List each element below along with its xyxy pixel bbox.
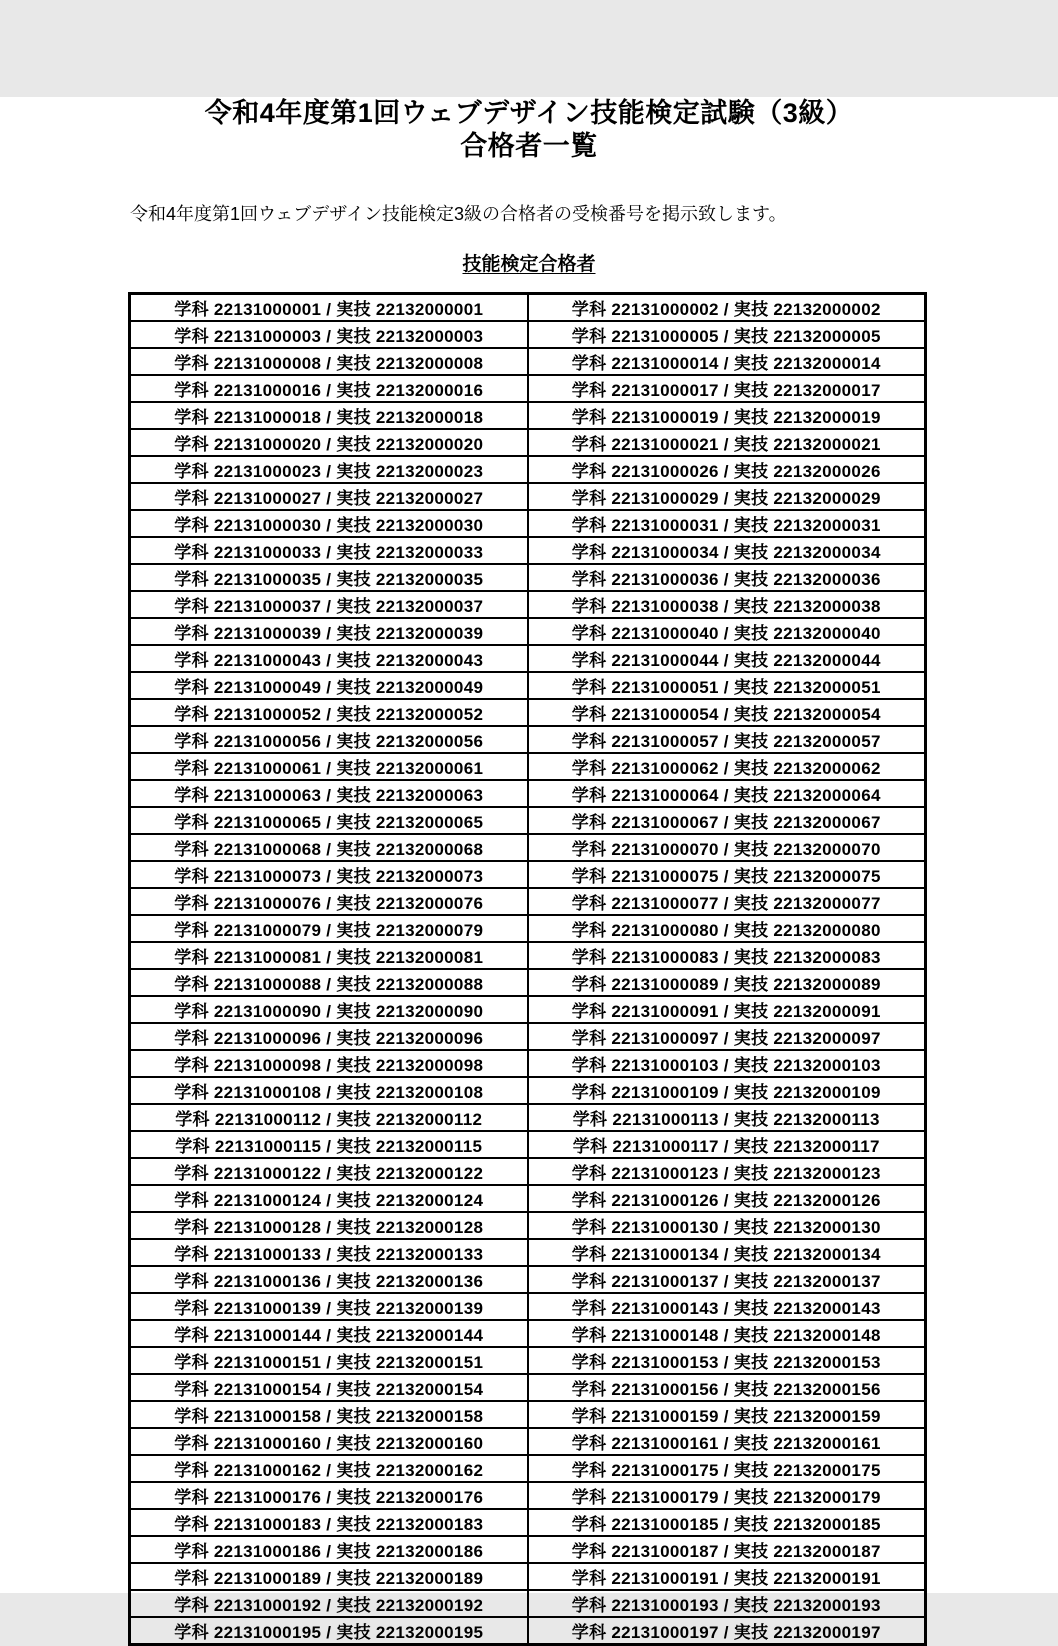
examinee-number-cell: 学科 22131000156 / 実技 22132000156	[528, 1374, 926, 1401]
pass-list-table	[128, 292, 927, 1646]
examinee-number-cell: 学科 22131000076 / 実技 22132000076	[130, 888, 528, 915]
examinee-number-cell: 学科 22131000064 / 実技 22132000064	[528, 780, 926, 807]
table-row	[130, 915, 926, 942]
examinee-number-cell: 学科 22131000080 / 実技 22132000080	[528, 915, 926, 942]
examinee-number-cell: 学科 22131000148 / 実技 22132000148	[528, 1320, 926, 1347]
examinee-number-cell: 学科 22131000117 / 実技 22132000117	[528, 1131, 926, 1158]
examinee-number-cell: 学科 22131000014 / 実技 22132000014	[528, 348, 926, 375]
examinee-number-cell: 学科 22131000128 / 実技 22132000128	[130, 1212, 528, 1239]
examinee-number-cell: 学科 22131000008 / 実技 22132000008	[130, 348, 528, 375]
examinee-number-cell: 学科 22131000036 / 実技 22132000036	[528, 564, 926, 591]
examinee-number-cell: 学科 22131000195 / 実技 22132000195	[130, 1617, 528, 1645]
examinee-number-cell: 学科 22131000030 / 実技 22132000030	[130, 510, 528, 537]
examinee-number-cell: 学科 22131000068 / 実技 22132000068	[130, 834, 528, 861]
table-row	[130, 456, 926, 483]
examinee-number-cell: 学科 22131000098 / 実技 22132000098	[130, 1050, 528, 1077]
table-row	[130, 537, 926, 564]
table-row	[130, 564, 926, 591]
examinee-number-cell: 学科 22131000130 / 実技 22132000130	[528, 1212, 926, 1239]
examinee-number-cell: 学科 22131000043 / 実技 22132000043	[130, 645, 528, 672]
examinee-number-cell: 学科 22131000035 / 実技 22132000035	[130, 564, 528, 591]
table-row	[130, 402, 926, 429]
table-row	[130, 321, 926, 348]
table-row	[130, 780, 926, 807]
examinee-number-cell: 学科 22131000017 / 実技 22132000017	[528, 375, 926, 402]
examinee-number-cell: 学科 22131000067 / 実技 22132000067	[528, 807, 926, 834]
page-title	[0, 97, 1058, 163]
examinee-number-cell: 学科 22131000049 / 実技 22132000049	[130, 672, 528, 699]
table-row	[130, 294, 926, 322]
examinee-number-cell: 学科 22131000026 / 実技 22132000026	[528, 456, 926, 483]
table-row	[130, 1239, 926, 1266]
examinee-number-cell: 学科 22131000115 / 実技 22132000115	[130, 1131, 528, 1158]
examinee-number-cell: 学科 22131000088 / 実技 22132000088	[130, 969, 528, 996]
examinee-number-cell: 学科 22131000034 / 実技 22132000034	[528, 537, 926, 564]
examinee-number-cell: 学科 22131000122 / 実技 22132000122	[130, 1158, 528, 1185]
table-row	[130, 969, 926, 996]
examinee-number-cell: 学科 22131000033 / 実技 22132000033	[130, 537, 528, 564]
examinee-number-cell: 学科 22131000019 / 実技 22132000019	[528, 402, 926, 429]
examinee-number-cell: 学科 22131000109 / 実技 22132000109	[528, 1077, 926, 1104]
examinee-number-cell: 学科 22131000073 / 実技 22132000073	[130, 861, 528, 888]
examinee-number-cell: 学科 22131000134 / 実技 22132000134	[528, 1239, 926, 1266]
examinee-number-cell: 学科 22131000039 / 実技 22132000039	[130, 618, 528, 645]
examinee-number-cell: 学科 22131000005 / 実技 22132000005	[528, 321, 926, 348]
examinee-number-cell: 学科 22131000057 / 実技 22132000057	[528, 726, 926, 753]
examinee-number-cell: 学科 22131000052 / 実技 22132000052	[130, 699, 528, 726]
examinee-number-cell: 学科 22131000108 / 実技 22132000108	[130, 1077, 528, 1104]
examinee-number-cell: 学科 22131000136 / 実技 22132000136	[130, 1266, 528, 1293]
table-row	[130, 1536, 926, 1563]
table-row	[130, 942, 926, 969]
examinee-number-cell: 学科 22131000186 / 実技 22132000186	[130, 1536, 528, 1563]
table-row	[130, 429, 926, 456]
table-row	[130, 375, 926, 402]
document-page	[0, 97, 1058, 1642]
table-row	[130, 1158, 926, 1185]
examinee-number-cell: 学科 22131000160 / 実技 22132000160	[130, 1428, 528, 1455]
examinee-number-cell: 学科 22131000137 / 実技 22132000137	[528, 1266, 926, 1293]
table-row	[130, 753, 926, 780]
examinee-number-cell: 学科 22131000126 / 実技 22132000126	[528, 1185, 926, 1212]
examinee-number-cell: 学科 22131000031 / 実技 22132000031	[528, 510, 926, 537]
examinee-number-cell: 学科 22131000040 / 実技 22132000040	[528, 618, 926, 645]
examinee-number-cell: 学科 22131000187 / 実技 22132000187	[528, 1536, 926, 1563]
table-row	[130, 1374, 926, 1401]
examinee-number-cell: 学科 22131000079 / 実技 22132000079	[130, 915, 528, 942]
examinee-number-cell: 学科 22131000139 / 実技 22132000139	[130, 1293, 528, 1320]
examinee-number-cell: 学科 22131000124 / 実技 22132000124	[130, 1185, 528, 1212]
examinee-number-cell: 学科 22131000077 / 実技 22132000077	[528, 888, 926, 915]
examinee-number-cell: 学科 22131000044 / 実技 22132000044	[528, 645, 926, 672]
page-title-line-1: 令和4年度第1回ウェブデザイン技能検定試験（3級）	[204, 98, 854, 128]
examinee-number-cell: 学科 22131000176 / 実技 22132000176	[130, 1482, 528, 1509]
table-row	[130, 1293, 926, 1320]
table-row	[130, 1563, 926, 1590]
table-row	[130, 996, 926, 1023]
examinee-number-cell: 学科 22131000183 / 実技 22132000183	[130, 1509, 528, 1536]
examinee-number-cell: 学科 22131000061 / 実技 22132000061	[130, 753, 528, 780]
examinee-number-cell: 学科 22131000023 / 実技 22132000023	[130, 456, 528, 483]
examinee-number-cell: 学科 22131000020 / 実技 22132000020	[130, 429, 528, 456]
examinee-number-cell: 学科 22131000159 / 実技 22132000159	[528, 1401, 926, 1428]
table-row	[130, 1455, 926, 1482]
examinee-number-cell: 学科 22131000179 / 実技 22132000179	[528, 1482, 926, 1509]
examinee-number-cell: 学科 22131000029 / 実技 22132000029	[528, 483, 926, 510]
examinee-number-cell: 学科 22131000063 / 実技 22132000063	[130, 780, 528, 807]
examinee-number-cell: 学科 22131000091 / 実技 22132000091	[528, 996, 926, 1023]
examinee-number-cell: 学科 22131000016 / 実技 22132000016	[130, 375, 528, 402]
table-row	[130, 1131, 926, 1158]
table-row	[130, 645, 926, 672]
examinee-number-cell: 学科 22131000133 / 実技 22132000133	[130, 1239, 528, 1266]
examinee-number-cell: 学科 22131000158 / 実技 22132000158	[130, 1401, 528, 1428]
examinee-number-cell: 学科 22131000162 / 実技 22132000162	[130, 1455, 528, 1482]
table-row	[130, 834, 926, 861]
table-row	[130, 1617, 926, 1645]
table-row	[130, 807, 926, 834]
examinee-number-cell: 学科 22131000003 / 実技 22132000003	[130, 321, 528, 348]
examinee-number-cell: 学科 22131000065 / 実技 22132000065	[130, 807, 528, 834]
examinee-number-cell: 学科 22131000189 / 実技 22132000189	[130, 1563, 528, 1590]
examinee-number-cell: 学科 22131000089 / 実技 22132000089	[528, 969, 926, 996]
table-row	[130, 672, 926, 699]
examinee-number-cell: 学科 22131000154 / 実技 22132000154	[130, 1374, 528, 1401]
examinee-number-cell: 学科 22131000175 / 実技 22132000175	[528, 1455, 926, 1482]
examinee-number-cell: 学科 22131000192 / 実技 22132000192	[130, 1590, 528, 1617]
intro-text: 令和4年度第1回ウェブデザイン技能検定3級の合格者の受検番号を掲示致します。	[130, 204, 787, 224]
examinee-number-cell: 学科 22131000097 / 実技 22132000097	[528, 1023, 926, 1050]
table-row	[130, 1050, 926, 1077]
examinee-number-cell: 学科 22131000038 / 実技 22132000038	[528, 591, 926, 618]
table-row	[130, 510, 926, 537]
table-row	[130, 1104, 926, 1131]
examinee-number-cell: 学科 22131000096 / 実技 22132000096	[130, 1023, 528, 1050]
examinee-number-cell: 学科 22131000062 / 実技 22132000062	[528, 753, 926, 780]
examinee-number-cell: 学科 22131000083 / 実技 22132000083	[528, 942, 926, 969]
examinee-number-cell: 学科 22131000193 / 実技 22132000193	[528, 1590, 926, 1617]
examinee-number-cell: 学科 22131000151 / 実技 22132000151	[130, 1347, 528, 1374]
section-heading: 技能検定合格者	[462, 254, 596, 275]
table-row	[130, 1509, 926, 1536]
examinee-number-cell: 学科 22131000021 / 実技 22132000021	[528, 429, 926, 456]
table-row	[130, 348, 926, 375]
examinee-number-cell: 学科 22131000027 / 実技 22132000027	[130, 483, 528, 510]
examinee-number-cell: 学科 22131000051 / 実技 22132000051	[528, 672, 926, 699]
examinee-number-cell: 学科 22131000161 / 実技 22132000161	[528, 1428, 926, 1455]
table-row	[130, 1023, 926, 1050]
examinee-number-cell: 学科 22131000191 / 実技 22132000191	[528, 1563, 926, 1590]
examinee-number-cell: 学科 22131000090 / 実技 22132000090	[130, 996, 528, 1023]
examinee-number-cell: 学科 22131000056 / 実技 22132000056	[130, 726, 528, 753]
examinee-number-cell: 学科 22131000001 / 実技 22132000001	[130, 294, 528, 322]
table-row	[130, 1077, 926, 1104]
table-row	[130, 618, 926, 645]
examinee-number-cell: 学科 22131000075 / 実技 22132000075	[528, 861, 926, 888]
examinee-number-cell: 学科 22131000103 / 実技 22132000103	[528, 1050, 926, 1077]
table-row	[130, 1590, 926, 1617]
table-row	[130, 1347, 926, 1374]
table-row	[130, 1212, 926, 1239]
table-row	[130, 861, 926, 888]
examinee-number-cell: 学科 22131000081 / 実技 22132000081	[130, 942, 528, 969]
examinee-number-cell: 学科 22131000197 / 実技 22132000197	[528, 1617, 926, 1645]
pass-list-table-body	[130, 294, 926, 1645]
examinee-number-cell: 学科 22131000112 / 実技 22132000112	[130, 1104, 528, 1131]
examinee-number-cell: 学科 22131000054 / 実技 22132000054	[528, 699, 926, 726]
table-row	[130, 483, 926, 510]
examinee-number-cell: 学科 22131000153 / 実技 22132000153	[528, 1347, 926, 1374]
table-row	[130, 1266, 926, 1293]
table-row	[130, 1320, 926, 1347]
page-title-line-2: 合格者一覧	[460, 131, 598, 161]
table-row	[130, 1428, 926, 1455]
examinee-number-cell: 学科 22131000185 / 実技 22132000185	[528, 1509, 926, 1536]
table-row	[130, 699, 926, 726]
examinee-number-cell: 学科 22131000037 / 実技 22132000037	[130, 591, 528, 618]
table-row	[130, 888, 926, 915]
table-row	[130, 591, 926, 618]
table-row	[130, 1482, 926, 1509]
examinee-number-cell: 学科 22131000143 / 実技 22132000143	[528, 1293, 926, 1320]
examinee-number-cell: 学科 22131000018 / 実技 22132000018	[130, 402, 528, 429]
table-row	[130, 1401, 926, 1428]
table-row	[130, 1185, 926, 1212]
examinee-number-cell: 学科 22131000070 / 実技 22132000070	[528, 834, 926, 861]
examinee-number-cell: 学科 22131000123 / 実技 22132000123	[528, 1158, 926, 1185]
examinee-number-cell: 学科 22131000144 / 実技 22132000144	[130, 1320, 528, 1347]
examinee-number-cell: 学科 22131000002 / 実技 22132000002	[528, 294, 926, 322]
examinee-number-cell: 学科 22131000113 / 実技 22132000113	[528, 1104, 926, 1131]
table-row	[130, 726, 926, 753]
